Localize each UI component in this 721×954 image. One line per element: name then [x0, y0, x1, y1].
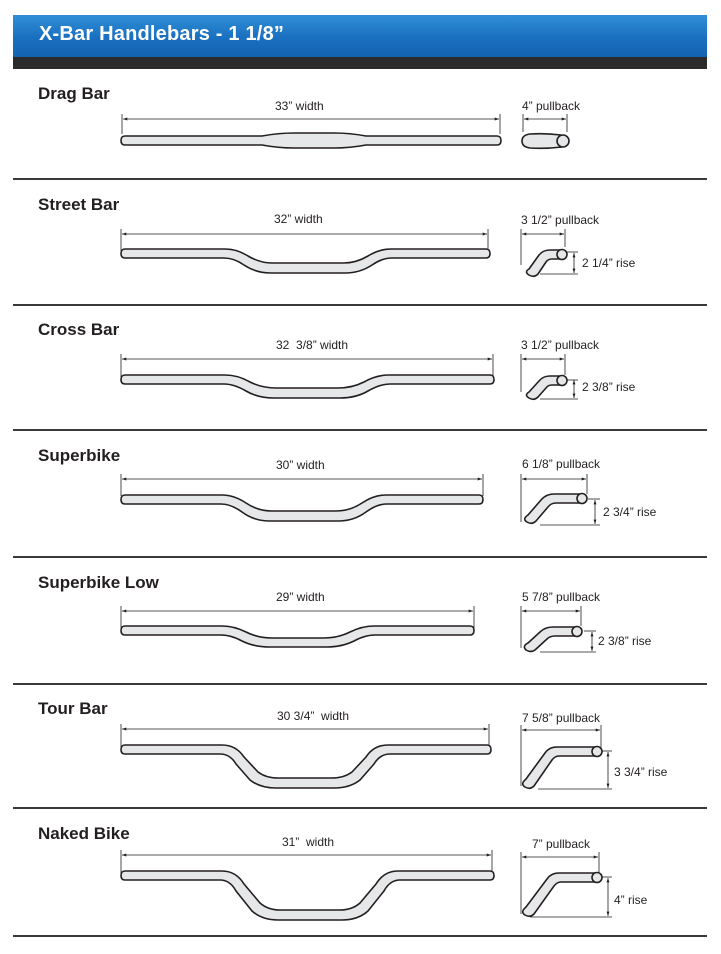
superbike-side-view	[525, 494, 582, 523]
bar-name-naked-bike: Naked Bike	[38, 824, 130, 843]
width-label-cross-bar: 32 3/8” width	[276, 338, 349, 352]
bar-end-circle	[557, 135, 569, 147]
width-label-tour-bar: 30 3/4” width	[277, 709, 350, 723]
width-label-drag-bar: 33” width	[275, 99, 324, 113]
pullback-label-cross-bar: 3 1/2” pullback	[521, 338, 600, 352]
rise-label-superbike: 2 3/4” rise	[603, 505, 657, 519]
width-label-street-bar: 32” width	[274, 212, 323, 226]
bar-end-circle	[557, 250, 567, 260]
bar-name-drag-bar: Drag Bar	[38, 84, 110, 103]
tour-bar-front-view	[121, 745, 491, 788]
bar-name-tour-bar: Tour Bar	[38, 699, 108, 718]
pullback-label-drag-bar: 4” pullback	[522, 99, 581, 113]
cross-bar-front-view	[121, 375, 494, 398]
superbike-low-front-view	[121, 626, 474, 647]
tour-bar-side-view	[523, 747, 597, 788]
width-label-superbike-low: 29” width	[276, 590, 325, 604]
naked-bike-front-view	[121, 871, 494, 920]
rise-label-superbike-low: 2 3/8” rise	[598, 634, 652, 648]
street-bar-front-view	[121, 249, 490, 273]
pullback-label-superbike: 6 1/8” pullback	[522, 457, 601, 471]
naked-bike-side-view	[523, 873, 597, 916]
width-label-naked-bike: 31” width	[282, 835, 335, 849]
pullback-label-superbike-low: 5 7/8” pullback	[522, 590, 601, 604]
rise-label-tour-bar: 3 3/4” rise	[614, 765, 668, 779]
rise-label-street-bar: 2 1/4” rise	[582, 256, 636, 270]
page-title: X-Bar Handlebars - 1 1/8”	[39, 23, 285, 45]
bar-end-circle	[572, 627, 582, 637]
pullback-label-naked-bike: 7” pullback	[532, 837, 591, 851]
bar-end-circle	[592, 747, 602, 757]
bar-end-circle	[557, 376, 567, 386]
bar-name-superbike-low: Superbike Low	[38, 573, 159, 592]
width-label-superbike: 30” width	[276, 458, 325, 472]
drag-bar-side-view	[522, 134, 562, 149]
bar-name-cross-bar: Cross Bar	[38, 320, 120, 339]
bar-name-superbike: Superbike	[38, 446, 121, 465]
bar-name-street-bar: Street Bar	[38, 195, 120, 214]
superbike-front-view	[121, 495, 483, 521]
bar-end-circle	[577, 494, 587, 504]
pullback-label-tour-bar: 7 5/8” pullback	[522, 711, 601, 725]
superbike-low-side-view	[524, 627, 577, 652]
rise-label-naked-bike: 4” rise	[614, 893, 648, 907]
bar-end-circle	[592, 873, 602, 883]
pullback-label-street-bar: 3 1/2” pullback	[521, 213, 600, 227]
rise-label-cross-bar: 2 3/8” rise	[582, 380, 636, 394]
drag-bar-front-view	[121, 133, 501, 148]
